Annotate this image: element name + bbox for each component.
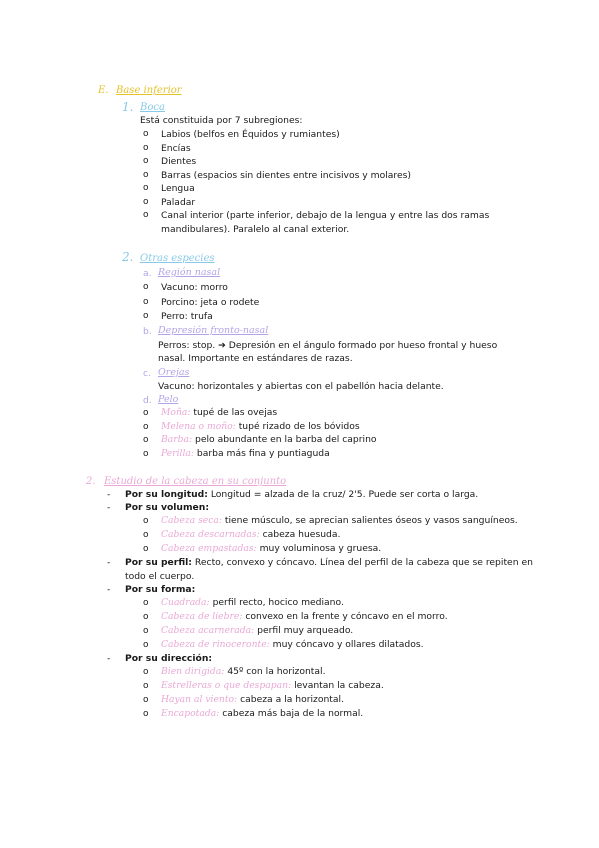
term: Cabeza seca: bbox=[161, 515, 222, 526]
bullet: o bbox=[143, 612, 149, 622]
list-item: Porcino: jeta o rodete bbox=[161, 297, 260, 308]
label: Por su perfil: bbox=[125, 557, 192, 568]
list-item bbox=[161, 667, 326, 676]
paragraph: Está constituida por 7 subregiones: bbox=[140, 115, 303, 126]
subsection-number: 2. bbox=[122, 250, 134, 264]
section-title: Base inferior bbox=[116, 85, 182, 96]
bullet: o bbox=[143, 681, 149, 691]
term: Cabeza de rinoceronte: bbox=[161, 639, 270, 650]
list-item bbox=[161, 435, 377, 444]
list-item bbox=[125, 558, 533, 567]
bullet: o bbox=[143, 422, 149, 432]
term: Moña: bbox=[161, 407, 191, 418]
bullet: o bbox=[143, 297, 149, 307]
list-item: Canal interior (parte inferior, debajo de la lengua y entre las dos ramas bbox=[161, 210, 490, 221]
section-number: 2. bbox=[86, 476, 96, 487]
bullet: o bbox=[143, 156, 149, 166]
list-item bbox=[161, 640, 424, 649]
list-item: Labios (belfos en Équidos y rumiantes) bbox=[161, 129, 340, 140]
text: Longitud = alzada de la cruz/ 2'5. Puede ser corta o larga. bbox=[210, 489, 479, 500]
term: Bien dirigida: bbox=[161, 666, 225, 677]
section-number: E. bbox=[98, 85, 109, 96]
bullet: o bbox=[143, 695, 149, 705]
list-item bbox=[161, 681, 384, 690]
item-letter: d. bbox=[143, 395, 152, 406]
bullet: o bbox=[143, 640, 149, 650]
list-item bbox=[161, 544, 381, 553]
list-item bbox=[161, 598, 344, 607]
dash-bullet: - bbox=[107, 489, 111, 500]
list-item: Encías bbox=[161, 143, 191, 154]
term: Cabeza empastadas: bbox=[161, 543, 257, 554]
dash-bullet: - bbox=[107, 653, 111, 664]
label: Por su dirección: bbox=[125, 653, 213, 664]
subsection-number: 1. bbox=[122, 100, 134, 114]
bullet: o bbox=[143, 516, 149, 526]
list-item: Vacuno: morro bbox=[161, 282, 228, 293]
list-item bbox=[125, 490, 478, 499]
list-item bbox=[161, 709, 363, 718]
term: Cuadrada: bbox=[161, 597, 210, 608]
subsection-title: Boca bbox=[140, 102, 165, 113]
term: Cabeza acarnerada: bbox=[161, 625, 255, 636]
subsection-title: Otras especies bbox=[140, 253, 215, 264]
item-title: Región nasal bbox=[158, 267, 221, 278]
bullet: o bbox=[143, 449, 149, 459]
item-title: Pelo bbox=[158, 394, 179, 405]
definition: cabeza más baja de la normal. bbox=[222, 708, 364, 719]
term: Melena o moño: bbox=[161, 421, 236, 432]
bullet: o bbox=[143, 282, 149, 292]
bullet: o bbox=[143, 311, 149, 321]
term: Encapotada: bbox=[161, 708, 220, 719]
bullet: o bbox=[143, 667, 149, 677]
list-item: Dientes bbox=[161, 156, 197, 167]
bullet: o bbox=[143, 210, 149, 220]
label: Por su longitud: bbox=[125, 489, 208, 500]
definition: perfil muy arqueado. bbox=[257, 625, 354, 636]
list-item: Lengua bbox=[161, 183, 195, 194]
definition: tupé rizado de los bóvidos bbox=[238, 421, 360, 432]
list-item bbox=[161, 695, 344, 704]
definition: 45º con la horizontal. bbox=[227, 666, 326, 677]
item-title: Orejas bbox=[158, 367, 190, 378]
label: Por su forma: bbox=[125, 584, 196, 595]
term: Barba: bbox=[161, 434, 193, 445]
list-item bbox=[161, 408, 277, 417]
definition: cabeza huesuda. bbox=[262, 529, 341, 540]
paragraph: Perros: stop. ➔ Depresión en el ángulo formado por hueso frontal y hueso bbox=[158, 340, 498, 351]
list-item bbox=[161, 516, 518, 525]
paragraph: nasal. Importante en estándares de razas. bbox=[158, 353, 353, 364]
term: Cabeza descarnadas: bbox=[161, 529, 260, 540]
item-letter: c. bbox=[143, 368, 151, 379]
list-item-continued: todo el cuerpo. bbox=[125, 571, 195, 582]
definition: muy cóncavo y ollares dilatados. bbox=[272, 639, 424, 650]
bullet: o bbox=[143, 129, 149, 139]
definition: pelo abundante en la barba del caprino bbox=[195, 434, 377, 445]
list-item bbox=[161, 530, 340, 539]
term: Cabeza de liebre: bbox=[161, 611, 243, 622]
definition: muy voluminosa y gruesa. bbox=[259, 543, 382, 554]
dash-bullet: - bbox=[107, 584, 111, 595]
bullet: o bbox=[143, 170, 149, 180]
list-item-continued: mandibulares). Paralelo al canal exterior. bbox=[161, 224, 350, 235]
list-item bbox=[161, 449, 330, 458]
dash-bullet: - bbox=[107, 502, 111, 513]
bullet: o bbox=[143, 709, 149, 719]
definition: convexo en la frente y cóncavo en el morro. bbox=[245, 611, 448, 622]
term: Estrelleras o que despapan: bbox=[161, 680, 292, 691]
section-title: Estudio de la cabeza en su conjunto bbox=[104, 476, 287, 487]
item-title: Depresión fronto-nasal bbox=[158, 325, 269, 336]
term: Hayan al viento: bbox=[161, 694, 238, 705]
list-item bbox=[161, 422, 360, 431]
bullet: o bbox=[143, 544, 149, 554]
text: Recto, convexo y cóncavo. Línea del perfil de la cabeza que se repiten en bbox=[194, 557, 533, 568]
term: Perilla: bbox=[161, 448, 194, 459]
item-letter: a. bbox=[143, 268, 152, 279]
list-item: Perro: trufa bbox=[161, 311, 213, 322]
bullet: o bbox=[143, 143, 149, 153]
list-item: Barras (espacios sin dientes entre incisivos y molares) bbox=[161, 170, 412, 181]
definition: barba más fina y puntiaguda bbox=[196, 448, 330, 459]
bullet: o bbox=[143, 183, 149, 193]
bullet: o bbox=[143, 598, 149, 608]
definition: tiene músculo, se aprecian salientes óseos y vasos sanguíneos. bbox=[224, 515, 518, 526]
label: Por su volumen: bbox=[125, 502, 209, 513]
list-item bbox=[161, 612, 448, 621]
bullet: o bbox=[143, 626, 149, 636]
paragraph: Vacuno: horizontales y abiertas con el pabellón hacia delante. bbox=[158, 381, 444, 392]
list-item bbox=[161, 626, 353, 635]
definition: levantan la cabeza. bbox=[294, 680, 384, 691]
bullet: o bbox=[143, 530, 149, 540]
dash-bullet: - bbox=[107, 557, 111, 568]
definition: tupé de las ovejas bbox=[193, 407, 278, 418]
definition: perfil recto, hocico mediano. bbox=[212, 597, 344, 608]
list-item: Paladar bbox=[161, 197, 196, 208]
definition: cabeza a la horizontal. bbox=[240, 694, 345, 705]
item-letter: b. bbox=[143, 326, 152, 337]
bullet: o bbox=[143, 435, 149, 445]
bullet: o bbox=[143, 197, 149, 207]
bullet: o bbox=[143, 408, 149, 418]
